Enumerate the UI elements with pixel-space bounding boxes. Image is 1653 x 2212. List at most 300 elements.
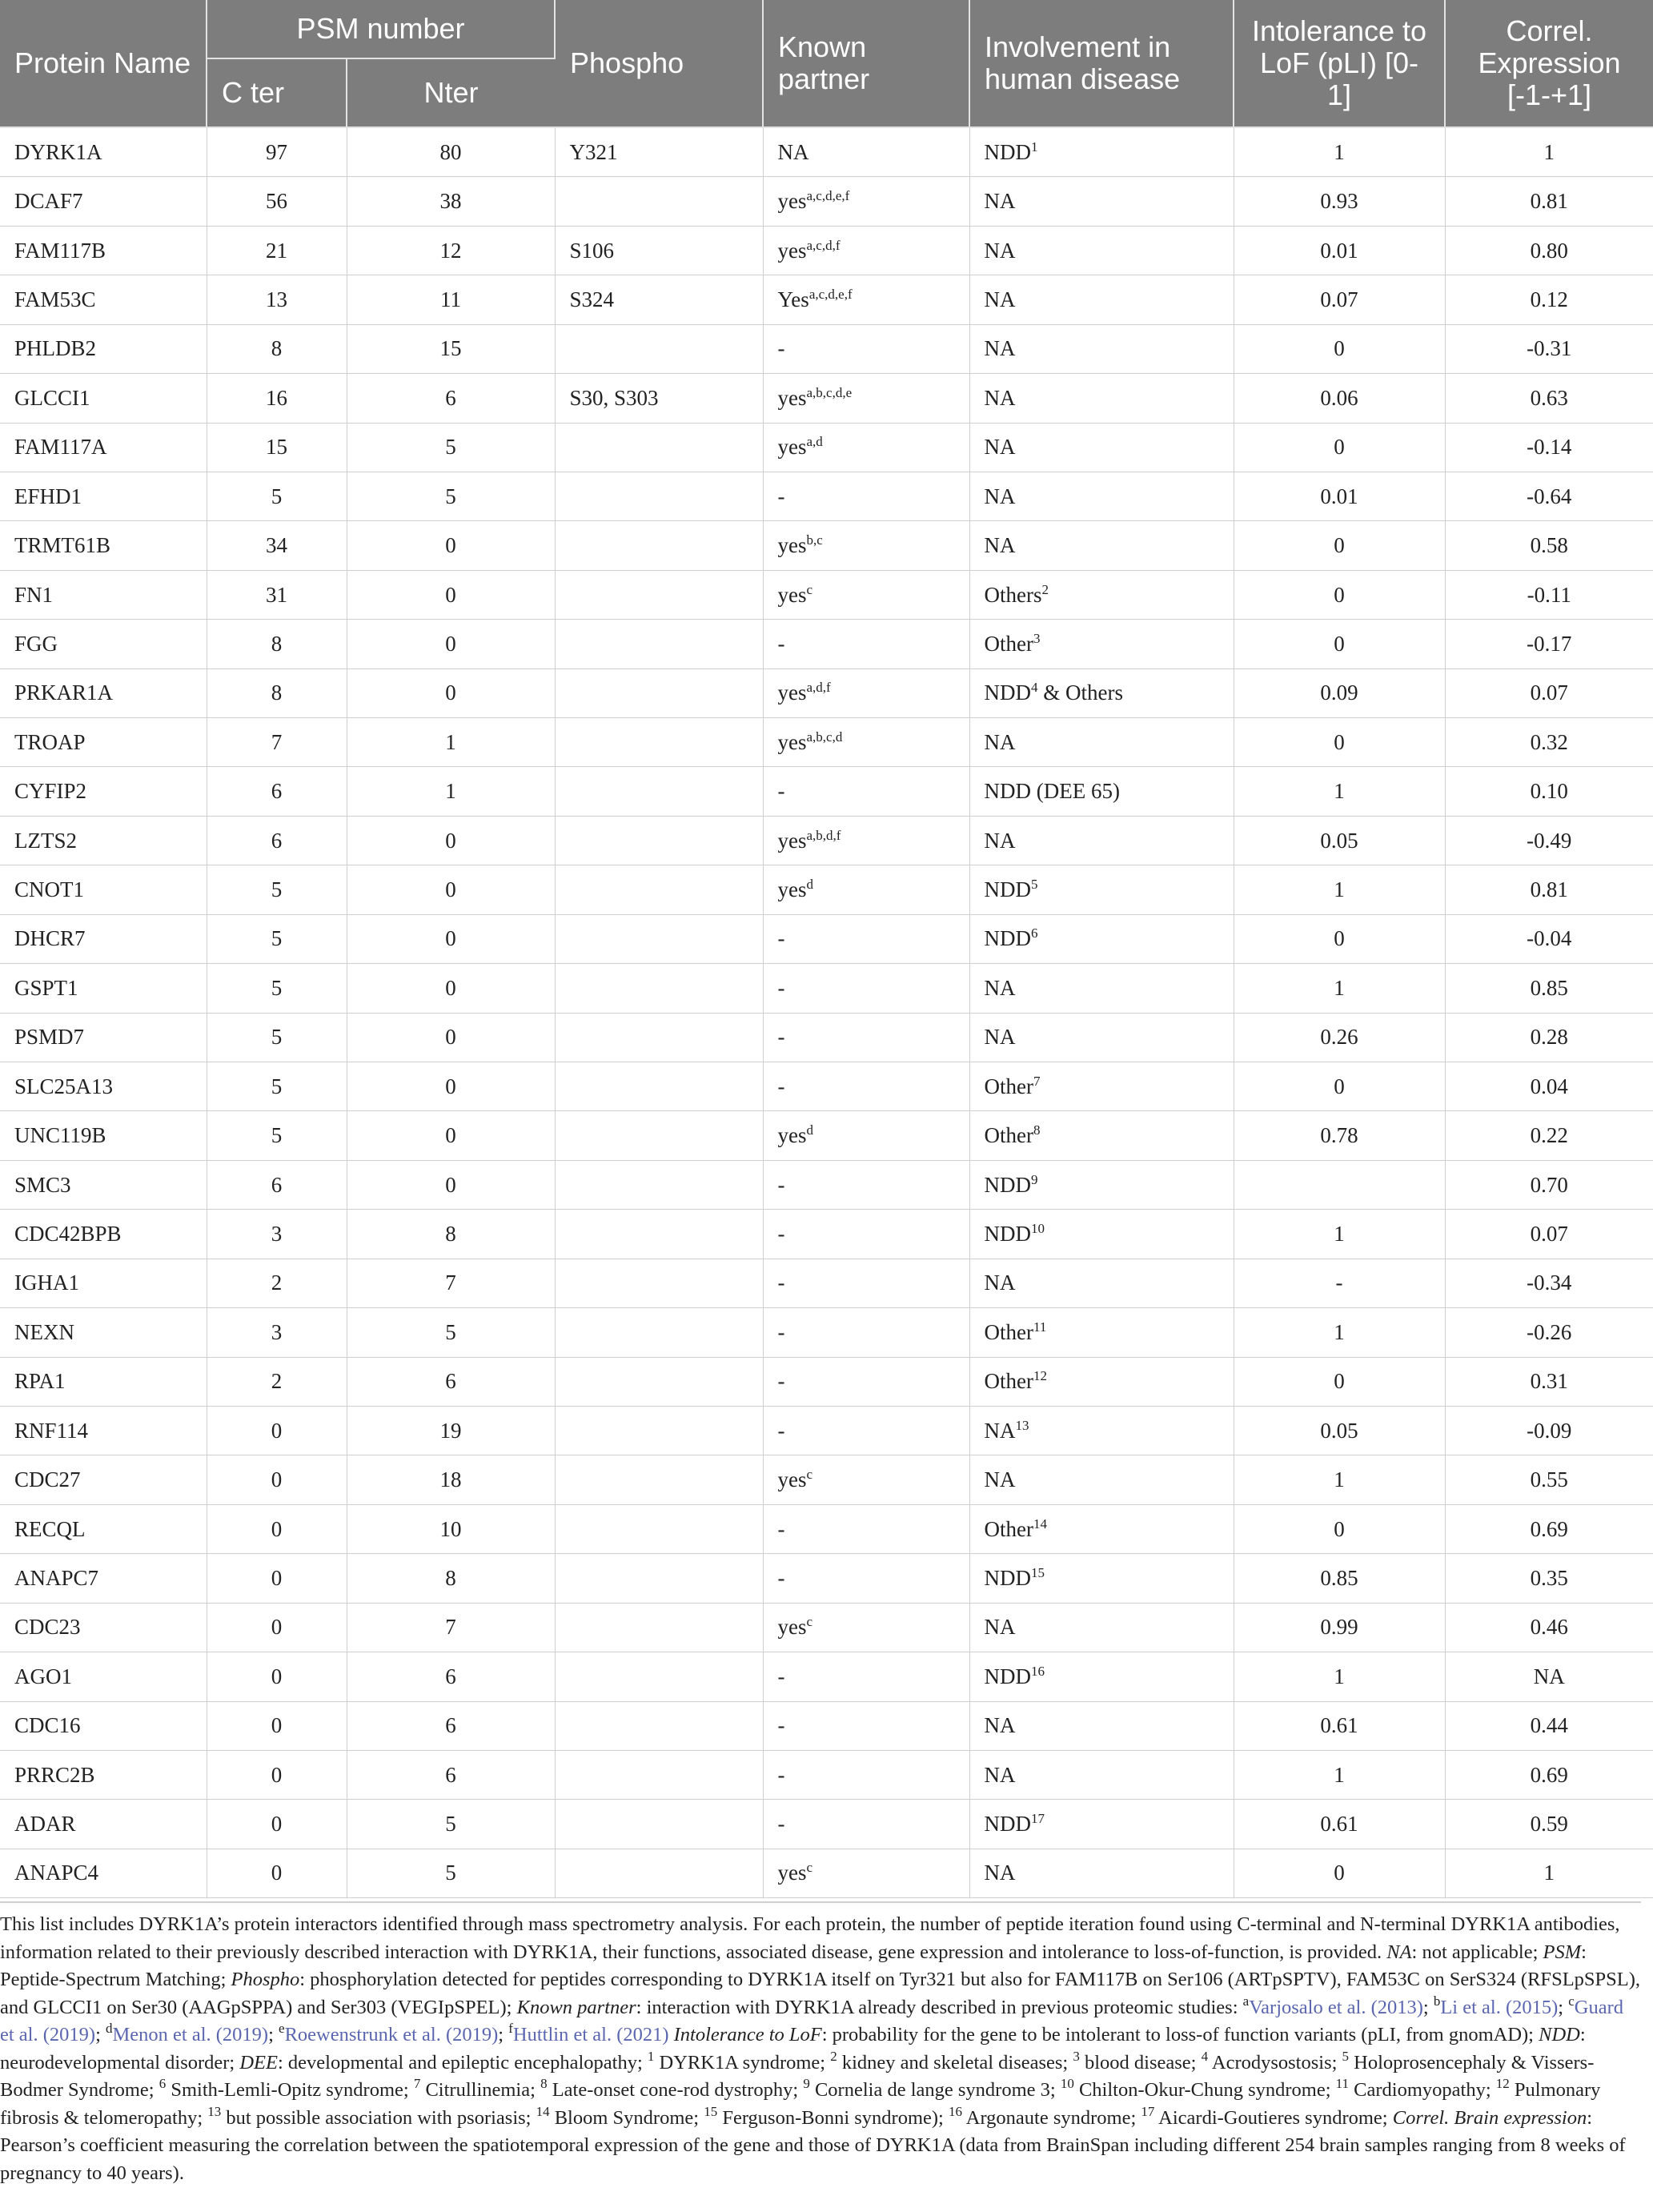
caption-intro: This list includes DYRK1A’s protein interactors identified through mass spectrometry analysis. For each protein, the number of peptide iteration found using C-terminal and N-terminal DYRK1A antibodies, information related to their previously described interaction with DYRK1A, their functions, associated disease, gene expression and intolerance to loss-of-function, is provided. bbox=[0, 1913, 1620, 1963]
caption-note: Argonaute syndrome; bbox=[961, 2106, 1137, 2129]
cell-c-ter: 0 bbox=[207, 1504, 347, 1553]
cell-intolerance: 0.06 bbox=[1234, 374, 1445, 423]
cell-c-ter: 16 bbox=[207, 374, 347, 423]
cell-protein-name: CDC23 bbox=[0, 1603, 207, 1652]
header-involvement: Involvement in human disease bbox=[969, 0, 1234, 127]
cell-correl: -0.49 bbox=[1445, 816, 1653, 865]
cell-intolerance: 1 bbox=[1234, 1308, 1445, 1357]
table-row bbox=[0, 620, 1653, 668]
cell-known-partner bbox=[763, 1800, 969, 1849]
partner-value: - bbox=[777, 1418, 785, 1443]
caption-phospho-def: : phosphorylation detected for peptides corresponding to DYRK1A itself on Tyr321 but also for FAM117B on Ser106 (ARTpSPTV), FAM53C on SerS324 (RFSLpSPSL), and GLCCI1 on Ser30 (AAGpSPPA) and Ser303 (VEGIpSPEL); bbox=[0, 1969, 1641, 2018]
table-row bbox=[0, 423, 1653, 472]
partner-ref-marks: c bbox=[806, 1860, 813, 1876]
cell-involvement bbox=[969, 1652, 1234, 1701]
cell-intolerance: 0 bbox=[1234, 570, 1445, 619]
caption-note: Pulmonary fibrosis & telomeropathy; bbox=[0, 2079, 1601, 2129]
caption-note: Ferguson-Bonni syndrome); bbox=[717, 2106, 944, 2129]
cell-intolerance: 0.05 bbox=[1234, 1406, 1445, 1455]
cell-n-ter: 18 bbox=[347, 1455, 555, 1504]
cell-protein-name: FN1 bbox=[0, 570, 207, 619]
cell-phospho bbox=[555, 1013, 763, 1062]
cell-n-ter: 6 bbox=[347, 374, 555, 423]
disease-note-mark: 5 bbox=[1031, 877, 1038, 893]
cell-phospho bbox=[555, 1357, 763, 1406]
caption-note: kidney and skeletal diseases; bbox=[837, 2051, 1069, 2073]
cell-c-ter: 15 bbox=[207, 423, 347, 472]
cell-correl: 0.31 bbox=[1445, 1357, 1653, 1406]
table-row bbox=[0, 1800, 1653, 1849]
cell-known-partner bbox=[763, 1652, 969, 1701]
cell-correl: 0.69 bbox=[1445, 1504, 1653, 1553]
cell-n-ter: 80 bbox=[347, 127, 555, 177]
cell-correl: 0.32 bbox=[1445, 718, 1653, 767]
cell-phospho bbox=[555, 1849, 763, 1897]
cell-intolerance: 0.01 bbox=[1234, 226, 1445, 275]
cell-intolerance: 0.93 bbox=[1234, 177, 1445, 226]
reference-link-e[interactable]: Roewenstrunk et al. (2019) bbox=[284, 2024, 499, 2045]
cell-known-partner bbox=[763, 374, 969, 423]
disease-value: NA bbox=[984, 1713, 1016, 1738]
cell-known-partner bbox=[763, 324, 969, 373]
partner-value: yes bbox=[777, 582, 807, 607]
disease-value: Other bbox=[984, 1319, 1033, 1344]
partner-value: - bbox=[777, 1025, 785, 1050]
cell-intolerance: 0.07 bbox=[1234, 275, 1445, 324]
cell-correl: 1 bbox=[1445, 1849, 1653, 1897]
cell-n-ter: 0 bbox=[347, 668, 555, 717]
partner-value: NA bbox=[777, 139, 809, 164]
partner-value: yes bbox=[777, 1467, 807, 1492]
cell-c-ter: 5 bbox=[207, 472, 347, 520]
disease-value: NA bbox=[984, 1467, 1016, 1492]
partner-ref-marks: a,c,d,f bbox=[806, 237, 841, 253]
disease-note-mark: 10 bbox=[1031, 1220, 1045, 1236]
cell-c-ter: 8 bbox=[207, 324, 347, 373]
partner-value: yes bbox=[777, 680, 807, 705]
cell-c-ter: 2 bbox=[207, 1357, 347, 1406]
partner-value: - bbox=[777, 336, 785, 361]
cell-involvement bbox=[969, 423, 1234, 472]
cell-c-ter: 5 bbox=[207, 1062, 347, 1111]
disease-value: NA bbox=[984, 1418, 1016, 1443]
partner-value: yes bbox=[777, 385, 807, 410]
reference-link-c[interactable]: Guard et al. (2019) bbox=[0, 1996, 1624, 2045]
reference-link-a[interactable]: Varjosalo et al. (2013) bbox=[1249, 1996, 1423, 2018]
cell-c-ter: 3 bbox=[207, 1308, 347, 1357]
cell-protein-name: PHLDB2 bbox=[0, 324, 207, 373]
cell-phospho bbox=[555, 1504, 763, 1553]
cell-intolerance: 0 bbox=[1234, 1504, 1445, 1553]
cell-known-partner bbox=[763, 964, 969, 1013]
cell-intolerance: 1 bbox=[1234, 865, 1445, 914]
cell-intolerance: 0 bbox=[1234, 1849, 1445, 1897]
cell-phospho bbox=[555, 423, 763, 472]
cell-correl: 0.10 bbox=[1445, 767, 1653, 816]
cell-known-partner bbox=[763, 914, 969, 963]
cell-c-ter: 5 bbox=[207, 1111, 347, 1160]
cell-n-ter: 5 bbox=[347, 472, 555, 520]
partner-value: Yes bbox=[777, 287, 809, 311]
cell-correl: 0.46 bbox=[1445, 1603, 1653, 1652]
cell-intolerance: 0.61 bbox=[1234, 1800, 1445, 1849]
disease-value: NDD bbox=[984, 1664, 1032, 1688]
cell-protein-name: ANAPC7 bbox=[0, 1554, 207, 1603]
cell-phospho bbox=[555, 570, 763, 619]
cell-c-ter: 2 bbox=[207, 1259, 347, 1307]
cell-correl: 0.44 bbox=[1445, 1701, 1653, 1750]
table-header bbox=[0, 0, 1653, 127]
cell-protein-name: ADAR bbox=[0, 1800, 207, 1849]
cell-protein-name: CDC42BPB bbox=[0, 1210, 207, 1259]
cell-involvement bbox=[969, 1308, 1234, 1357]
table-footnote: This list includes DYRK1A’s protein interactors identified through mass spectrometry analysis. For each protein, the number of peptide iteration found using C-terminal and N-terminal DYRK1A antibodies, information related to their previously described interaction with DYRK1A, their functions, associated disease, gene expression and intolerance to loss-of-function, is provided. NA: not applicable; PSM: Peptide-Spectrum Matching; Phospho: phosphorylation detected for peptides corresponding to DYRK1A itself on Tyr321 but also for FAM117B on Ser106 (ARTpSPTV), FAM53C on SerS324 (RFSLpSPSL), and GLCCI1 on Ser30 (AAGpSPPA) and Ser303 (VEGIpSPEL); Known partner: interaction with DYRK1A already described in previous proteomic studies: $^a$Varjosalo et al. (2013); $^b$Li et al. (2015); $^c$Guard et al. (2019); $^d$Menon et al. (2019); $^e$Roewenstrunk et al. (2019); $^f$Huttlin et al. (2021) Intolerance to LoF: probability for the gene to be intolerant to loss-of function variants (pLI, from gnomAD); NDD: neurodevelopmental disorder; DEE: developmental and epileptic encephalopathy; $^1$ DYRK1A syndrome; $^2$ kidney and skeletal diseases; $^3$ blood disease; $^4$ Acrodysostosis; $^5$ Holoprosencephaly & Vissers-Bodmer Syndrome; $^6$ Smith-Lemli-Opitz syndrome; $^7$ Citrullinemia; $^8$ Late-onset cone-rod dystrophy; $^9$ Cornelia de lange syndrome 3; $^{10}$ Chilton-Okur-Chung syndrome; $^{11}$ Cardiomyopathy; $^{12}$ Pulmonary fibrosis & telomeropathy; $^{13}$ but possible association with psoriasis; $^{14}$ Bloom Syndrome; $^{15}$ Ferguson-Bonni syndrome); $^{16}$ Argonaute syndrome; $^{17}$ Aicardi-Goutieres syndrome; Correl. Brain expression: Pearson’s coefficient measuring the correlation between the spatiotemporal expression of the gene and those of DYRK1A (data from BrainSpan including different 254 brain samples ranging from 8 weeks of pregnancy to 40 years). bbox=[0, 1901, 1641, 2187]
cell-n-ter: 5 bbox=[347, 423, 555, 472]
partner-ref-marks: a,d,f bbox=[806, 680, 831, 696]
cell-involvement bbox=[969, 1849, 1234, 1897]
caption-lof-def: : probability for the gene to be intolerant to loss-of function variants (pLI, from gnomAD); bbox=[821, 2024, 1534, 2045]
cell-c-ter: 0 bbox=[207, 1849, 347, 1897]
cell-phospho bbox=[555, 1554, 763, 1603]
partner-ref-marks: a,c,d,e,f bbox=[806, 188, 850, 204]
cell-involvement bbox=[969, 1013, 1234, 1062]
cell-involvement bbox=[969, 1455, 1234, 1504]
cell-intolerance: 0.85 bbox=[1234, 1554, 1445, 1603]
caption-note: Acrodysostosis; bbox=[1208, 2051, 1338, 2073]
partner-ref-marks: c bbox=[806, 1467, 813, 1483]
cell-phospho bbox=[555, 1701, 763, 1750]
cell-n-ter: 6 bbox=[347, 1750, 555, 1799]
partner-ref-marks: a,c,d,e,f bbox=[808, 286, 853, 302]
cell-involvement bbox=[969, 1160, 1234, 1209]
cell-n-ter: 0 bbox=[347, 1160, 555, 1209]
cell-correl: -0.09 bbox=[1445, 1406, 1653, 1455]
cell-correl: -0.17 bbox=[1445, 620, 1653, 668]
cell-n-ter: 7 bbox=[347, 1603, 555, 1652]
cell-involvement bbox=[969, 324, 1234, 373]
table-row bbox=[0, 177, 1653, 226]
cell-protein-name: DHCR7 bbox=[0, 914, 207, 963]
cell-phospho bbox=[555, 1062, 763, 1111]
cell-n-ter: 7 bbox=[347, 1259, 555, 1307]
caption-note: but possible association with psoriasis; bbox=[221, 2106, 532, 2129]
table-row bbox=[0, 521, 1653, 570]
caption-ndd-def: : neurodevelopmental disorder; bbox=[0, 2024, 1586, 2073]
cell-phospho bbox=[555, 1111, 763, 1160]
reference-link-b[interactable]: Li et al. (2015) bbox=[1440, 1996, 1559, 2018]
table-row bbox=[0, 865, 1653, 914]
cell-n-ter: 0 bbox=[347, 521, 555, 570]
cell-phospho: Y321 bbox=[555, 127, 763, 177]
cell-involvement bbox=[969, 1504, 1234, 1553]
partner-ref-marks: a,b,d,f bbox=[806, 827, 841, 843]
disease-suffix: & Others bbox=[1037, 680, 1123, 705]
cell-intolerance: 0.05 bbox=[1234, 816, 1445, 865]
cell-known-partner bbox=[763, 1455, 969, 1504]
caption-note: Cardiomyopathy; bbox=[1349, 2079, 1491, 2101]
partner-value: - bbox=[777, 926, 785, 951]
cell-protein-name: FAM117A bbox=[0, 423, 207, 472]
cell-c-ter: 0 bbox=[207, 1800, 347, 1849]
table-row bbox=[0, 767, 1653, 816]
cell-known-partner bbox=[763, 1062, 969, 1111]
disease-note-mark: 12 bbox=[1033, 1368, 1047, 1384]
cell-involvement bbox=[969, 127, 1234, 177]
caption-psm-def: : Peptide-Spectrum Matching; bbox=[0, 1941, 1587, 1990]
cell-known-partner bbox=[763, 767, 969, 816]
cell-protein-name: CYFIP2 bbox=[0, 767, 207, 816]
cell-protein-name: EFHD1 bbox=[0, 472, 207, 520]
cell-c-ter: 0 bbox=[207, 1603, 347, 1652]
disease-note-mark: 1 bbox=[1031, 139, 1038, 155]
cell-intolerance: 0 bbox=[1234, 718, 1445, 767]
partner-value: - bbox=[777, 1516, 785, 1541]
cell-intolerance: 0.09 bbox=[1234, 668, 1445, 717]
caption-na-def: : not applicable; bbox=[1411, 1941, 1539, 1963]
partner-ref-marks: c bbox=[806, 581, 813, 597]
cell-known-partner bbox=[763, 1750, 969, 1799]
cell-n-ter: 5 bbox=[347, 1800, 555, 1849]
cell-correl: 1 bbox=[1445, 127, 1653, 177]
cell-known-partner bbox=[763, 1701, 969, 1750]
cell-n-ter: 19 bbox=[347, 1406, 555, 1455]
cell-known-partner bbox=[763, 1603, 969, 1652]
disease-value: NA bbox=[984, 1861, 1016, 1885]
table-row bbox=[0, 1062, 1653, 1111]
caption-note: Aicardi-Goutieres syndrome; bbox=[1154, 2106, 1388, 2129]
cell-correl: 0.07 bbox=[1445, 668, 1653, 717]
partner-value: - bbox=[777, 1074, 785, 1098]
cell-c-ter: 6 bbox=[207, 816, 347, 865]
partner-value: - bbox=[777, 779, 785, 804]
cell-n-ter: 11 bbox=[347, 275, 555, 324]
cell-c-ter: 7 bbox=[207, 718, 347, 767]
cell-intolerance: 1 bbox=[1234, 1652, 1445, 1701]
cell-c-ter: 0 bbox=[207, 1455, 347, 1504]
cell-n-ter: 5 bbox=[347, 1849, 555, 1897]
cell-correl: 0.80 bbox=[1445, 226, 1653, 275]
header-known-partner: Known partner bbox=[763, 0, 969, 127]
table-row bbox=[0, 1849, 1653, 1897]
cell-protein-name: FAM117B bbox=[0, 226, 207, 275]
cell-correl: 0.81 bbox=[1445, 177, 1653, 226]
cell-intolerance: 0 bbox=[1234, 1062, 1445, 1111]
cell-intolerance: 0.01 bbox=[1234, 472, 1445, 520]
caption-correl-def: : Pearson’s coefficient measuring the correlation between the spatiotemporal expression of the gene and those of DYRK1A (data from BrainSpan including different 254 brain samples ranging from 8 weeks of pregnancy to 40 years). bbox=[0, 2106, 1626, 2184]
cell-correl: 0.58 bbox=[1445, 521, 1653, 570]
partner-value: yes bbox=[777, 435, 807, 460]
table-row bbox=[0, 816, 1653, 865]
disease-value: NA bbox=[984, 975, 1016, 1000]
table-row bbox=[0, 472, 1653, 520]
cell-phospho bbox=[555, 1652, 763, 1701]
disease-note-mark: 11 bbox=[1033, 1319, 1047, 1335]
cell-involvement bbox=[969, 1111, 1234, 1160]
table-row bbox=[0, 1554, 1653, 1603]
caption-ndd-term: NDD bbox=[1539, 2024, 1580, 2045]
cell-known-partner bbox=[763, 1013, 969, 1062]
disease-value: NDD bbox=[984, 877, 1032, 902]
cell-involvement bbox=[969, 1701, 1234, 1750]
disease-note-mark: 8 bbox=[1033, 1122, 1041, 1138]
cell-protein-name: CDC27 bbox=[0, 1455, 207, 1504]
disease-value: NA bbox=[984, 729, 1016, 754]
cell-phospho bbox=[555, 1210, 763, 1259]
cell-protein-name: SLC25A13 bbox=[0, 1062, 207, 1111]
caption-phospho-term: Phospho bbox=[231, 1969, 300, 1990]
table-body bbox=[0, 127, 1653, 1898]
table-row bbox=[0, 1603, 1653, 1652]
cell-n-ter: 6 bbox=[347, 1652, 555, 1701]
cell-intolerance: 1 bbox=[1234, 127, 1445, 177]
disease-value: Other bbox=[984, 1074, 1033, 1098]
cell-phospho bbox=[555, 816, 763, 865]
cell-phospho: S30, S303 bbox=[555, 374, 763, 423]
partner-ref-marks: a,b,c,d bbox=[806, 729, 843, 745]
cell-c-ter: 56 bbox=[207, 177, 347, 226]
caption-note: DYRK1A syndrome; bbox=[654, 2051, 826, 2073]
cell-protein-name: RECQL bbox=[0, 1504, 207, 1553]
cell-n-ter: 1 bbox=[347, 718, 555, 767]
disease-value: NA bbox=[984, 484, 1016, 508]
cell-phospho bbox=[555, 1455, 763, 1504]
disease-value: NA bbox=[984, 1615, 1016, 1640]
header-intolerance: Intolerance to LoF (pLI) [0-1] bbox=[1234, 0, 1445, 127]
disease-note-mark: 13 bbox=[1015, 1417, 1029, 1433]
disease-value: NDD (DEE 65) bbox=[984, 779, 1120, 804]
disease-value: NA bbox=[984, 828, 1016, 853]
cell-protein-name: GSPT1 bbox=[0, 964, 207, 1013]
partner-value: - bbox=[777, 1713, 785, 1738]
disease-note-mark: 14 bbox=[1033, 1515, 1047, 1532]
cell-known-partner bbox=[763, 1259, 969, 1307]
disease-note-mark: 2 bbox=[1041, 581, 1049, 597]
cell-phospho bbox=[555, 620, 763, 668]
cell-c-ter: 5 bbox=[207, 964, 347, 1013]
cell-n-ter: 38 bbox=[347, 177, 555, 226]
caption-note: blood disease; bbox=[1079, 2051, 1197, 2073]
cell-known-partner bbox=[763, 570, 969, 619]
partner-value: - bbox=[777, 1369, 785, 1394]
cell-correl: 0.70 bbox=[1445, 1160, 1653, 1209]
cell-known-partner bbox=[763, 1504, 969, 1553]
cell-protein-name: NEXN bbox=[0, 1308, 207, 1357]
header-phospho: Phospho bbox=[555, 0, 763, 127]
reference-link-d[interactable]: Menon et al. (2019) bbox=[112, 2024, 269, 2045]
cell-known-partner bbox=[763, 1554, 969, 1603]
cell-phospho bbox=[555, 521, 763, 570]
cell-n-ter: 8 bbox=[347, 1554, 555, 1603]
disease-value: Other bbox=[984, 1516, 1033, 1541]
header-n-ter: Nter bbox=[347, 58, 555, 127]
table-row bbox=[0, 1455, 1653, 1504]
cell-phospho bbox=[555, 1800, 763, 1849]
partner-value: - bbox=[777, 1319, 785, 1344]
partner-value: - bbox=[777, 631, 785, 656]
cell-n-ter: 0 bbox=[347, 570, 555, 619]
partner-value: yes bbox=[777, 1861, 807, 1885]
caption-partner-term: Known partner bbox=[516, 1996, 636, 2018]
cell-involvement bbox=[969, 177, 1234, 226]
cell-involvement bbox=[969, 1603, 1234, 1652]
cell-phospho bbox=[555, 177, 763, 226]
disease-value: NDD bbox=[984, 1812, 1032, 1837]
cell-n-ter: 0 bbox=[347, 816, 555, 865]
cell-involvement bbox=[969, 816, 1234, 865]
cell-correl: 0.28 bbox=[1445, 1013, 1653, 1062]
cell-correl: -0.26 bbox=[1445, 1308, 1653, 1357]
cell-n-ter: 0 bbox=[347, 964, 555, 1013]
cell-protein-name: CDC16 bbox=[0, 1701, 207, 1750]
partner-value: - bbox=[777, 975, 785, 1000]
cell-correl: -0.31 bbox=[1445, 324, 1653, 373]
reference-link-f[interactable]: Huttlin et al. (2021) bbox=[512, 2024, 669, 2045]
cell-c-ter: 5 bbox=[207, 914, 347, 963]
cell-protein-name: RPA1 bbox=[0, 1357, 207, 1406]
cell-c-ter: 0 bbox=[207, 1406, 347, 1455]
cell-intolerance: 0 bbox=[1234, 1357, 1445, 1406]
cell-c-ter: 97 bbox=[207, 127, 347, 177]
cell-correl: 0.63 bbox=[1445, 374, 1653, 423]
cell-intolerance: 0.78 bbox=[1234, 1111, 1445, 1160]
partner-ref-marks: d bbox=[806, 877, 814, 893]
cell-phospho bbox=[555, 472, 763, 520]
cell-n-ter: 0 bbox=[347, 1013, 555, 1062]
table-row bbox=[0, 324, 1653, 373]
partner-value: - bbox=[777, 1762, 785, 1787]
cell-protein-name: PRRC2B bbox=[0, 1750, 207, 1799]
cell-known-partner bbox=[763, 521, 969, 570]
cell-n-ter: 12 bbox=[347, 226, 555, 275]
table-row bbox=[0, 1750, 1653, 1799]
disease-value: NDD bbox=[984, 1172, 1032, 1197]
header-correl: Correl. Expression [-1-+1] bbox=[1445, 0, 1653, 127]
cell-known-partner bbox=[763, 472, 969, 520]
table-row bbox=[0, 1701, 1653, 1750]
cell-correl: 0.04 bbox=[1445, 1062, 1653, 1111]
cell-intolerance: 0 bbox=[1234, 914, 1445, 963]
cell-involvement bbox=[969, 1800, 1234, 1849]
cell-correl: 0.35 bbox=[1445, 1554, 1653, 1603]
cell-correl: 0.07 bbox=[1445, 1210, 1653, 1259]
caption-note: Late-onset cone-rod dystrophy; bbox=[547, 2079, 799, 2101]
cell-intolerance: 0 bbox=[1234, 324, 1445, 373]
cell-known-partner bbox=[763, 816, 969, 865]
table-row bbox=[0, 1210, 1653, 1259]
cell-protein-name: SMC3 bbox=[0, 1160, 207, 1209]
cell-known-partner bbox=[763, 1849, 969, 1897]
cell-correl: 0.69 bbox=[1445, 1750, 1653, 1799]
cell-intolerance: 1 bbox=[1234, 964, 1445, 1013]
partner-value: yes bbox=[777, 238, 807, 263]
partner-ref-marks: c bbox=[806, 1614, 813, 1630]
table-row bbox=[0, 668, 1653, 717]
cell-involvement bbox=[969, 865, 1234, 914]
caption-lof-term: Intolerance to LoF bbox=[673, 2024, 822, 2045]
cell-correl: -0.34 bbox=[1445, 1259, 1653, 1307]
cell-correl: 0.12 bbox=[1445, 275, 1653, 324]
partner-value: yes bbox=[777, 533, 807, 558]
disease-value: NA bbox=[984, 238, 1016, 263]
caption-note: Chilton-Okur-Chung syndrome; bbox=[1073, 2079, 1331, 2101]
cell-protein-name: FAM53C bbox=[0, 275, 207, 324]
caption-note: Holoprosencephaly & Vissers-Bodmer Syndrome; bbox=[0, 2051, 1595, 2101]
cell-c-ter: 0 bbox=[207, 1554, 347, 1603]
cell-correl: NA bbox=[1445, 1652, 1653, 1701]
cell-n-ter: 0 bbox=[347, 1062, 555, 1111]
cell-protein-name: DYRK1A bbox=[0, 127, 207, 177]
table-row bbox=[0, 275, 1653, 324]
